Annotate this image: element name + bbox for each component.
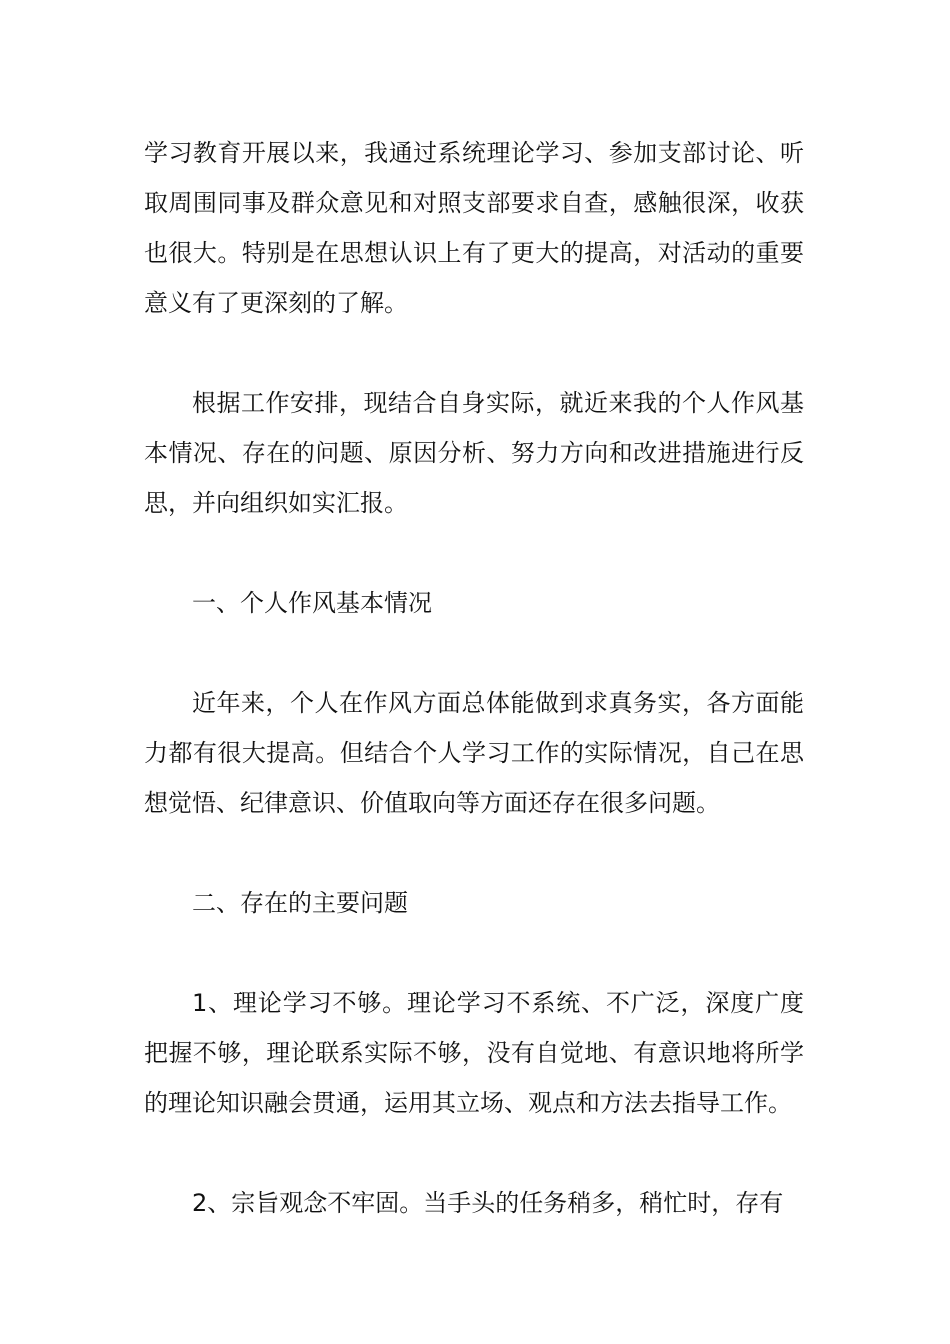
paragraph-gap — [144, 528, 804, 578]
section-heading-basic-situation: 一、个人作风基本情况 — [192, 589, 432, 617]
paragraph-gap — [144, 1128, 804, 1178]
paragraph-gap — [144, 628, 804, 678]
paragraph-gap — [144, 328, 804, 378]
paragraph-problem-1: 1、理论学习不够。理论学习不系统、不广泛，深度广度把握不够，理论联系实际不够，没有自觉地、有意识地将所学的理论知识融会贯通，运用其立场、观点和方法去指导工作。 — [144, 989, 804, 1117]
paragraph-work-arrangement: 根据工作安排，现结合自身实际，就近来我的个人作风基本情况、存在的问题、原因分析、努力方向和改进措施进行反思，并向组织如实汇报。 — [144, 389, 804, 517]
paragraph-problem-2: 2、宗旨观念不牢固。当手头的任务稍多，稍忙时，存有 — [192, 1189, 784, 1217]
section-heading-main-problems: 二、存在的主要问题 — [192, 889, 408, 917]
paragraph-recent-years: 近年来，个人在作风方面总体能做到求真务实，各方面能力都有很大提高。但结合个人学习工作的实际情况，自己在思想觉悟、纪律意识、价值取向等方面还存在很多问题。 — [144, 689, 804, 817]
paragraph-gap — [144, 828, 804, 878]
paragraph-gap — [144, 928, 804, 978]
paragraph-intro: 学习教育开展以来，我通过系统理论学习、参加支部讨论、听取周围同事及群众意见和对照支部要求自查，感触很深，收获也很大。特别是在思想认识上有了更大的提高，对活动的重要意义有了更深刻的了解。 — [144, 139, 804, 317]
document-page — [144, 128, 804, 1228]
